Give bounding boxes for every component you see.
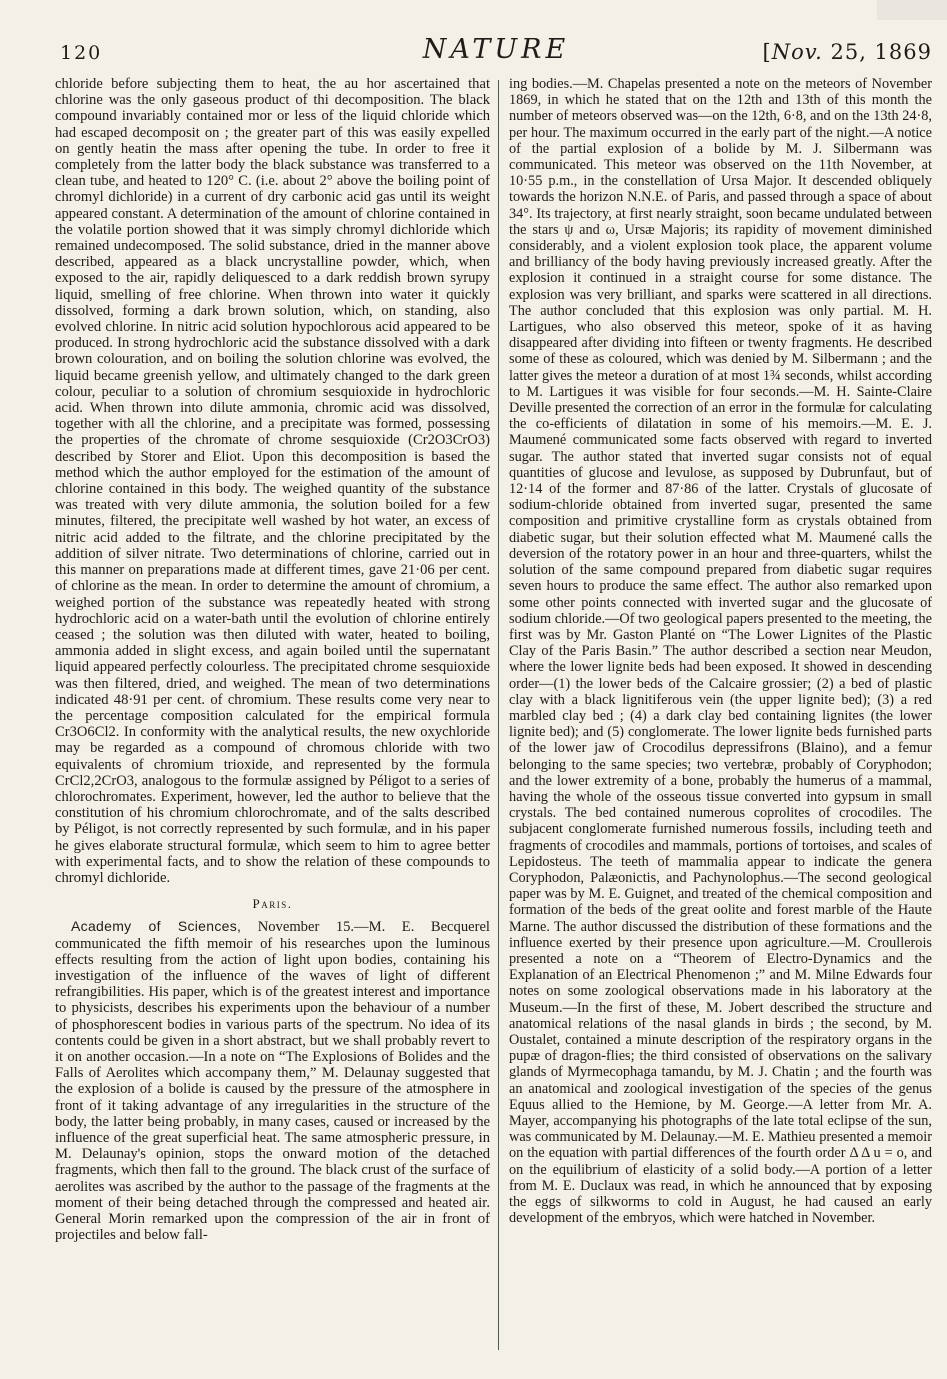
issue-date [763, 40, 932, 64]
journal-title: NATURE [422, 34, 570, 65]
date-bracket: [ [762, 40, 772, 64]
paragraph-meteors: ing bodies.—M. Chapelas presented a note on the meteors of November 1869, in which he stated that on the 12th and 13th of this month the number of meteors observed was—on the 12th, 6·8, and on the 13th 24·8, per hour. The maximum occurred in the early part of the night.—A notice of the partial explosion of a bolide by M. J. Silbermann was communicated. This meteor was observed on the 11th November, at 10·55 p.m., in the constellation of Ursa Major. It descended obliquely towards the horizon N.N.E. of Paris, and passed through a space of about 34°. Its trajectory, at first nearly straight, soon became undulated between the stars ψ and ω, Ursæ Majoris; its rapidity of movement diminished considerably, and a violent explosion took place, the apparent volume and brilliancy of the body having previously increased greatly. After the explosion it continued in a straight course for some distance. The explosion was very brilliant, and sparks were scattered in all directions. The author concluded that this explosion was only partial. M. H. Lartigues, who also observed this meteor, spoke of it as having disappeared after dividing into fifteen or twenty fragments. He described some of these as coloured, which was denied by M. Silbermann ; and the latter gives the meteor a duration of at most 1¾ seconds, whilst according to M. Lartigues it was visible for four seconds.—M. H. Sainte-Claire Deville presented the correction of an error in the formulæ for calculating the co-efficients of dilatation in some of his memoirs.—M. E. J. Maumené communicated some facts observed with regard to inverted sugar. The author stated that inverted sugar consists not of equal quantities of glucose and levulose, as supposed by Dubrunfaut, but of 12·14 of the former and 87·86 of the latter. Crystals of glucosate of sodium-chloride obtained from inverted sugar, presented the same composition and primitive crystalline form as crystals obtained from diabetic sugar, but their solution effected what M. Maumené calls the deversion of the rotatory power in an hour and three-quarters, whilst the solution of the same compound prepared from diabetic sugar requires seven hours to produce the same effect. The author also remarked upon some other points connected with inverted sugar and the glucosate of sodium chloride.—Of two geological papers presented to the meeting, the first was by Mr. Gaston Planté on “The Lower Lignites of the Plastic Clay of the Paris Basin.” The author described a section near Meudon, where the lower lignite beds had been exposed. It showed in descending order—(1) the lower beds of the Calcaire grossier; (2) a bed of plastic clay with a black lignitiferous vein (the upper lignite bed); (3) a red marbled clay bed ; (4) a dark clay bed containing lignites (the lower lignite bed); and (5) conglomerate. The lower lignite beds furnished parts of the lower jaw of Crocodilus depressifrons (Blaino), and a femur belonging to the same species; two vertebræ, probably of Coryphodon; and the lower extremity of a bone, probably the humerus of a mammal, having the whole of the osseous tissue converted into gypsum in small crystals. The bed contained numerous coprolites of crocodiles. The subjacent conglomerate furnished numerous fossils, including teeth and fragments of crocodiles and mammals, portions of tortoises, and scales of Lepidosteus. The teeth of mammalia appear to indicate the genera Coryphodon, Palæonictis, and Pachynolophus.—The second geological paper was by M. E. Guignet, and treated of the chemical composition and formation of the beds of the great oolite and forest marble of the Haute Marne. The author discussed the distribution of these formations and the influence exerted by their presence upon agriculture.—M. Croullerois presented a note on a “Theorem of Electro-Dynamics and the Explanation of an Electrical Phenomenon ;” and M. Milne Edwards four notes on some zoological observations made in his laboratory at the Museum.—In the first of these, M. Jobert described the structure and anatomical relations of the nasal glands in birds ; the second, by M. Oustalet, contained a minute description of the respiratory organs in the pupæ of dragon-flies; the third consisted of observations on the salivary glands of Myrmecophaga tamandu, by M. J. Chatin ; and the fourth was an anatomical and zoological investigation of the species of the genus Equus allied to the Hemione, by M. George.—A letter from Mr. A. Mayer, accompanying his photographs of the late total eclipse of the sun, was communicated by M. Delaunay.—M. E. Mathieu presented a memoir on the equation with partial differences of the fourth order Δ Δ u = o, and on the equilibrium of elasticity of a solid body.—A portion of a letter from M. E. Duclaux was read, in which he announced that by exposing the eggs of silkworms to cold in August, he had caused an early development of the embryos, which were hatched in November. [509, 76, 932, 1227]
academy-lead: Academy of Sciences, [71, 918, 242, 935]
column-divider [498, 80, 499, 1350]
date-month: Nov. [771, 40, 823, 64]
page-number: 120 [60, 42, 103, 64]
paragraph-academy [55, 918, 490, 1243]
academy-body: November 15.—M. E. Becquerel communicated the fifth memoir of his researches upon the luminous effects resulting from the action of light upon bodies, containing his investigation of the influence of the waves of light of different refrangibilities. His paper, which is of the greatest interest and importance to physicists, describes his experiments upon the behaviour of a number of phosphorescent bodies in various parts of the spectrum. No idea of its contents could be given in a short abstract, but we shall probably revert to it on another occasion.—In a note on “The Explosions of Bolides and the Falls of Aerolites which accompany them,” M. Delaunay suggested that the explosion of a bolide is caused by the pressure of the atmosphere in front of it taking advantage of any irregularities in the structure of the body, the latter being probably, in many cases, caused or increased by the influence of the great superficial heat. The same atmospheric pressure, in M. Delaunay's opinion, stops the onward motion of the detached fragments, which then fall to the ground. The black crust of the surface of aerolites was ascribed by the author to the passage of the fragments at the moment of their being detached through the compressed and heated air. General Morin remarked upon the compression of the air in front of projectiles and below fall- [55, 919, 490, 1244]
left-column [55, 76, 490, 1356]
section-heading-paris: Paris. [252, 896, 293, 912]
date-day-year: 25, 1869 [822, 40, 932, 64]
right-column [509, 76, 932, 1356]
paragraph-chromium: chloride before subjecting them to heat, the au hor ascertained that chlorine was the only gaseous product of thi decomposition. The black compound invariably contained mor or less of the liquid chloride which had escaped decomposit on ; the greater part of this was easily expelled on gently heatin the mass after opening the tube. In order to free it completely from the latter body the black substance was transferred to a clean tube, and heated to 120° C. (i.e. about 2° above the boiling point of chromyl dichloride) in a current of dry carbonic acid gas until its weight appeared constant. A determination of the amount of chlorine contained in the volatile portion showed that it was simply chromyl dichloride which remained undecomposed. The solid substance, dried in the manner above described, appeared as a black uncrystalline powder, which, when exposed to the air, rapidly deliquesced to a dark reddish brown syrupy liquid, smelling of free chlorine. When thrown into water it quickly dissolved, forming a dark brown solution, which, on standing, also evolved chlorine. In nitric acid solution hypochlorous acid appeared to be produced. In strong hydrochloric acid the substance dissolved with a dark brown colouration, and on boiling the solution chlorine was evolved, the liquid became greenish yellow, and ultimately changed to the dark green colour, peculiar to a solution of chromium sesquioxide in hydrochloric acid. When thrown into dilute ammonia, chromic acid was dissolved, together with all the chlorine, and a precipitate was formed, possessing the properties of the chromate of chrome sesquioxide (Cr2O3CrO3) described by Storer and Eliot. Upon this decomposition is based the method which the author employed for the estimation of the amount of chlorine contained in this body. The weighed quantity of the substance was treated with very dilute ammonia, the solution boiled for a few minutes, filtered, the precipitate well washed by hot water, an excess of nitric acid added to the filtrate, and the chlorine precipitated by the addition of silver nitrate. Two determinations of chlorine, carried out in this manner on preparations made at different times, gave 21·06 per cent. of chlorine as the mean. In order to determine the amount of chromium, a weighed portion of the substance was repeatedly heated with strong hydrochloric acid on a water-bath until the evolution of chlorine entirely ceased ; the solution was then diluted with water, heated to boiling, ammonia added in slight excess, and again boiled until the supernatant liquid appeared perfectly colourless. The precipitated chrome sesquioxide was then filtered, dried, and weighed. The mean of two determinations indicated 48·91 per cent. of chromium. These results come very near to the percentage composition calculated for the empirical formula Cr3O6Cl2. In conformity with the analytical results, the new oxychloride may be regarded as a compound of chromous chloride with two equivalents of chromium trioxide, and represented by the formula CrCl2,2CrO3, analogous to the formulæ assigned by Péligot to a series of chlorochromates. Experiment, however, led the author to believe that the constitution of his chromium chlorochromate, and of the salts described by Péligot, is not correctly represented by such formulæ, and in his paper he gives elaborate structural formulæ, which seem to him to agree better with experimental facts, and to show the relation of these compounds to chromyl dichloride. [55, 76, 490, 886]
scan-margin [877, 0, 947, 20]
page-header [60, 34, 932, 70]
